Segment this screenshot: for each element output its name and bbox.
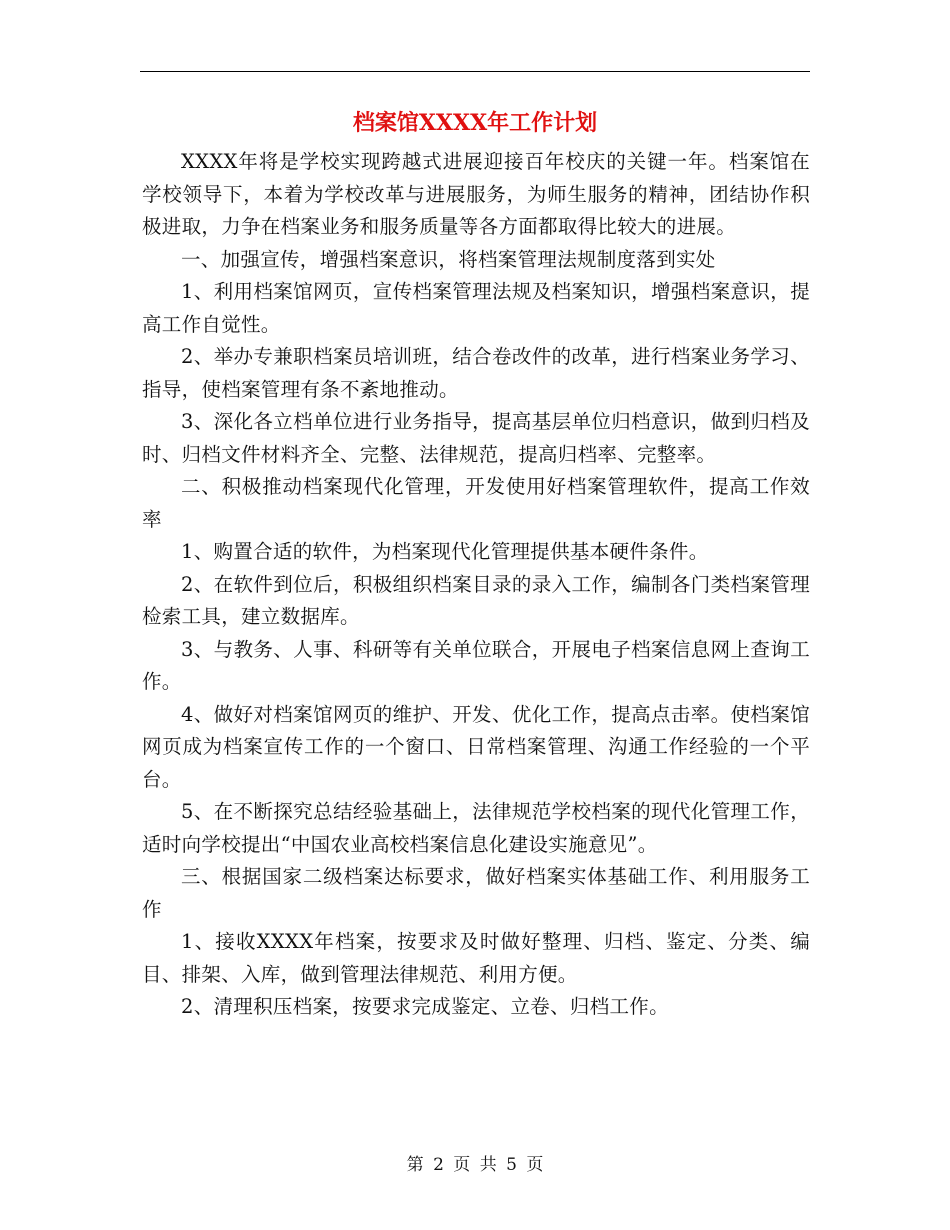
paragraph: 二、积极推动档案现代化管理，开发使用好档案管理软件，提高工作效率	[142, 475, 810, 531]
header-rule	[140, 71, 810, 72]
document-body	[142, 146, 810, 1024]
paragraph: 1、购置合适的软件，为档案现代化管理提供基本硬件条件。	[181, 540, 709, 563]
paragraph: 2、清理积压档案，按要求完成鉴定、立卷、归档工作。	[181, 995, 669, 1018]
paragraph: 3、深化各立档单位进行业务指导，提高基层单位归档意识，做到归档及时、归档文件材料齐全、完整、法律规范，提高归档率、完整率。	[142, 410, 810, 466]
paragraph: 一、加强宣传，增强档案意识，将档案管理法规制度落到实处	[181, 247, 716, 271]
document-title: 档案馆XXXX年工作计划	[352, 110, 598, 136]
paragraph: XXXX年将是学校实现跨越式进展迎接百年校庆的关键一年。档案馆在学校领导下，本着为学校改革与进展服务，为师生服务的精神，团结协作积极进取，力争在档案业务和服务质量等各方面都取得比较大的进展。	[142, 150, 810, 238]
paragraph: 5、在不断探究总结经验基础上，法律规范学校档案的现代化管理工作，适时向学校提出“中国农业高校档案信息化建设实施意见”。	[142, 800, 810, 856]
paragraph: 4、做好对档案馆网页的维护、开发、优化工作，提高点击率。使档案馆网页成为档案宣传工作的一个窗口、日常档案管理、沟通工作经验的一个平台。	[142, 702, 810, 791]
paragraph: 1、利用档案馆网页，宣传档案管理法规及档案知识，增强档案意识，提高工作自觉性。	[142, 280, 810, 336]
paragraph: 1、接收XXXX年档案，按要求及时做好整理、归档、鉴定、分类、编目、排架、入库，做到管理法律规范、利用方便。	[142, 930, 810, 986]
paragraph: 3、与教务、人事、科研等有关单位联合，开展电子档案信息网上查询工作。	[142, 637, 810, 693]
paragraph: 2、在软件到位后，积极组织档案目录的录入工作，编制各门类档案管理检索工具，建立数据库。	[142, 572, 810, 628]
page-number: 第 2 页 共 5 页	[406, 1155, 544, 1175]
paragraph: 2、举办专兼职档案员培训班，结合卷改件的改革，进行档案业务学习、指导，使档案管理有条不紊地推动。	[142, 345, 810, 401]
paragraph: 三、根据国家二级档案达标要求，做好档案实体基础工作、利用服务工作	[142, 865, 810, 921]
